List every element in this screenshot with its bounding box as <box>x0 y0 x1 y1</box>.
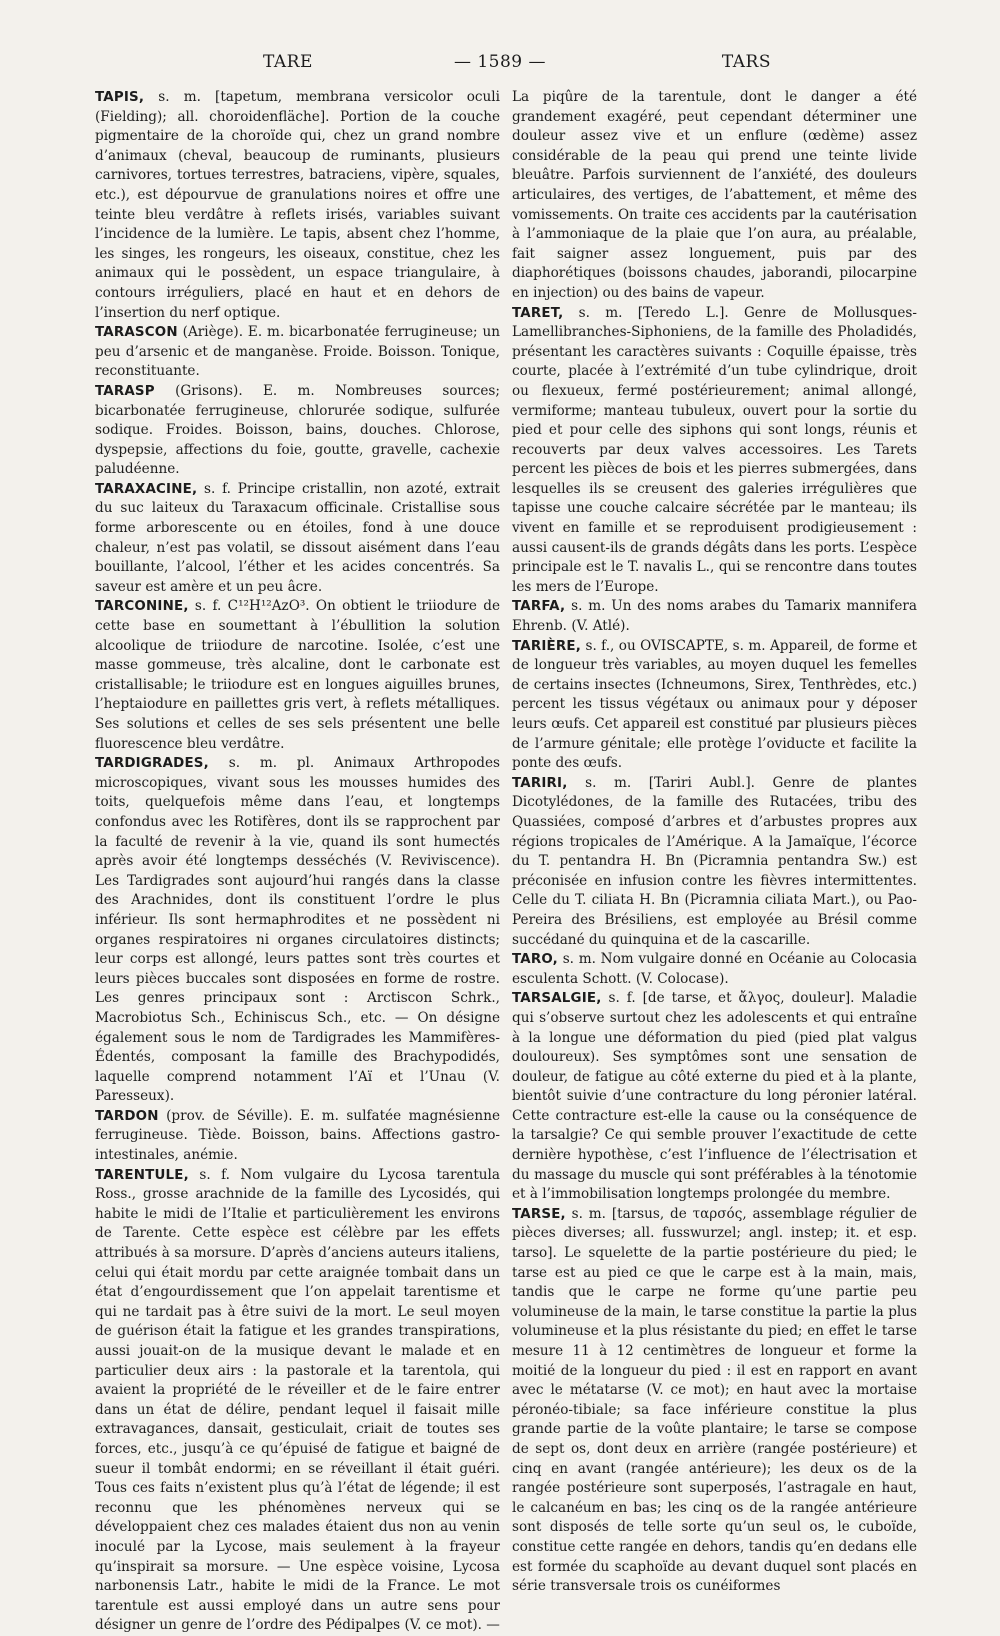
entry-headword: TARENTULE, <box>95 1167 189 1183</box>
entry-text: s. m. [Tariri Aubl.]. Genre de plantes Dicotylédones, de la famille des Rutacées, tribu des Quassiées, composé d’arbres et d’arbustes propres aux régions tropicales de l’Amérique. A la Jamaïque, l’écorce du T. pentandra H. Bn (Picramnia pentandra Sw.) est préconisée en infusion contre les fièvres intermittentes. Celle du T. ciliata H. Bn (Picramnia ciliata Mart.), ou Pao-Pereira des Brésiliens, est employée au Brésil comme succédané du quinquina et de la cascarille. <box>512 774 917 948</box>
entry-headword: TARDIGRADES, <box>95 756 209 772</box>
entry-headword: TARASP <box>95 383 155 399</box>
dictionary-entry <box>512 88 917 304</box>
header-right-word: TARS <box>721 52 771 72</box>
entry-text: s. m. pl. Animaux Arthropodes microscopiques, vivant sous les mousses humides des toits, quelquefois même dans l’eau, et longtemps confondus avec les Rotifères, dont ils se rapprochent par la faculté de revenir à la vie, quand ils sont humectés après avoir été longtemps desséchés (V. Reviviscence). Les Tardigrades sont aujourd’hui rangés dans la classe des Arachnides, dont ils constituent l’ordre le plus inférieur. Ils sont hermaphrodites et ne possèdent ni organes respiratoires ni organes circulatoires distincts; leur corps est allongé, leurs pattes sont très courtes et leurs pièces buccales sont disposées en forme de rostre. Les genres principaux sont : Arctiscon Schrk., Macrobiotus Sch., Echiniscus Sch., etc. — On désigne également sous le nom de Tardigrades les Mammifères-Édentés, composant la famille des Brachypodidés, laquelle comprend notamment l’Aï et l’Unau (V. Paresseux). <box>95 755 500 1105</box>
entry-text: s. m. [tarsus, de ταρσός, assemblage régulier de pièces diverses; all. fusswurzel; angl. instep; it. et esp. tarso]. Le squelette de la partie postérieure du pied; le tarse est au pied ce que le carpe est à la main, mais, tandis que le carpe ne forme qu’une partie peu volumineuse de la main, le tarse constitue la partie la plus volumineuse et la plus résistante du pied; en effet le tarse mesure 11 à 12 centimètres de longueur et forme la moitié de la longueur du pied : il est en rapport en avant avec le métatarse (V. ce mot); en haut avec la mortaise péronéo-tibiale; sa face inférieure constitue la plus grande partie de la voûte plantaire; le tarse se compose de sept os, dont deux en arrière (rangée postérieure) et cinq en avant (rangée antérieure); les deux os de la rangée postérieure sont superposés, l’astragale en haut, le calcanéum en bas; les cinq os de la rangée antérieure sont disposés de telle sorte qu’un seul os, le cuboïde, constitue cette rangée en dehors, tandis qu’en dedans elle est formée du scaphoïde au devant duquel sont placés en série transversale trois os cunéiformes <box>512 1205 917 1595</box>
entry-headword: TARFA, <box>512 599 566 615</box>
dictionary-entry <box>512 304 917 598</box>
entry-headword: TARSALGIE, <box>512 991 602 1007</box>
entry-headword: TARAXACINE, <box>95 481 198 497</box>
left-column <box>95 88 500 1636</box>
dictionary-entry <box>512 1205 917 1597</box>
entry-headword: TARET, <box>512 305 564 321</box>
entry-text: s. m. Un des noms arabes du Tamarix mannifera Ehrenb. (V. Atlé). <box>512 598 917 635</box>
dictionary-entry <box>95 88 500 323</box>
dictionary-entry <box>95 1166 500 1636</box>
dictionary-entry <box>95 323 500 382</box>
entry-text: (Ariège). E. m. bicarbonatée ferrugineuse; un peu d’arsenic et de manganèse. Froide. Boisson. Tonique, reconstituante. <box>95 324 500 380</box>
entry-headword: TARCONINE, <box>95 599 189 615</box>
entry-headword: TARO, <box>512 952 558 968</box>
entry-headword: TARSE, <box>512 1206 566 1222</box>
dictionary-entry <box>512 774 917 950</box>
entry-text: s. f. C¹²H¹²AzO³. On obtient le triiodure de cette base en soumettant à l’ébullition la solution alcoolique de triiodure de narcotine. Isolée, c’est une masse gommeuse, très alcaline, dont le carbonate est cristallisable; le triiodure est en longues aiguilles brunes, l’heptaiodure en paillettes gris vert, à reflets métalliques. Ses solutions et celles de ses sels présentent une belle fluorescence bleu verdâtre. <box>95 598 500 752</box>
entry-headword: TARDON <box>95 1108 159 1124</box>
dictionary-entry <box>95 1107 500 1166</box>
header-left-word: TARE <box>263 52 313 72</box>
dictionary-entry <box>512 597 917 636</box>
dictionary-entry <box>512 637 917 774</box>
entry-headword: TAPIS, <box>95 90 145 105</box>
dictionary-entry <box>95 754 500 1107</box>
entry-headword: TARIRI, <box>512 775 568 791</box>
entry-text: s. m. [Teredo L.]. Genre de Mollusques-Lamellibranches-Siphoniens, de la famille des Pholadidés, présentant les caractères suivants : Coquille épaisse, très courte, placée à l’extrémité d’un tube cylindrique, droit ou flexueux, fermé postérieurement; animal allongé, vermiforme; manteau tubuleux, ouvert pour la sortie du pied et pour celle des siphons qui sont longs, réunis et recouverts par deux valves accessoires. Les Tarets percent les pièces de bois et les pierres submergées, dans lesquelles ils se creusent des galeries irrégulières que tapisse une couche calcaire sécrétée par le manteau; ils vivent en famille et se reproduisent prodigieusement : aussi causent-ils de grands dégâts dans les ports. L’espèce principale est le T. navalis L., qui se rencontre dans toutes les mers de l’Europe. <box>512 304 917 595</box>
dictionary-entry <box>95 597 500 754</box>
entry-text: (prov. de Séville). E. m. sulfatée magnésienne ferrugineuse. Tiède. Boisson, bains. Affections gastro-intestinales, anémie. <box>95 1107 500 1164</box>
entry-text: La piqûre de la tarentule, dont le danger a été grandement exagéré, peut cependant déterminer une douleur assez vive et un enflure (œdème) assez considérable de la peau qui prend une teinte livide bleuâtre. Parfois surviennent de l’anxiété, des douleurs articulaires, des vertiges, de l’abattement, et même des vomissements. On traite ces accidents par la cautérisation à l’ammoniaque de la plaie que l’on aura, au préalable, fait saigner assez longuement, puis par des diaphorétiques (boissons chaudes, jaborandi, pilocarpine en injection) ou des bains de vapeur. <box>512 89 917 301</box>
right-column <box>512 88 917 1597</box>
dictionary-entry <box>512 989 917 1205</box>
entry-headword: TARIÈRE, <box>512 638 582 654</box>
page-number: — 1589 — <box>453 52 547 72</box>
entry-text: (Grisons). E. m. Nombreuses sources; bicarbonatée ferrugineuse, chlorurée sodique, sulfurée sodique. Froides. Boisson, bains, douches. Chlorose, dyspepsie, affections du foie, goutte, gravelle, cachexie paludéenne. <box>95 382 500 478</box>
dictionary-entry <box>512 950 917 989</box>
entry-text: s. f. [de tarse, et ἄλγος, douleur]. Maladie qui s’observe surtout chez les adolescents et qui entraîne à la longue une déformation du pied (pied plat valgus douloureux). Ses symptômes sont une sensation de douleur, de fatigue au côté externe du pied et à la plante, bientôt suivie d’une contracture du long péronier latéral. Cette contracture est-elle la cause ou la conséquence de la tarsalgie? Ce qui semble prouver l’exactitude de cette dernière hypothèse, c’est l’influence de l’électrisation et du massage du muscle qui sont préférables à la ténotomie et à l’immobilisation longtemps prolongée du membre. <box>512 990 917 1203</box>
entry-text: s. f. Principe cristallin, non azoté, extrait du suc laiteux du Taraxacum officinale. Cristallise sous forme arborescente ou en étoiles, fond à une douce chaleur, n’est pas volatil, se dissout aisément dans l’eau bouillante, l’alcool, l’éther et les acides concentrés. Sa saveur est amère et un peu âcre. <box>95 480 500 595</box>
entry-text: s. f., ou OVISCAPTE, s. m. Appareil, de forme et de longueur très variables, au moyen duquel les femelles de certains insectes (Ichneumons, Sirex, Tenthrèdes, etc.) percent les tissus végétaux ou animaux pour y déposer leurs œufs. Cet appareil est constitué par plusieurs pièces de l’armure génitale; elle protège l’oviducte et facilite la ponte des œufs. <box>512 637 917 772</box>
entry-text: s. m. Nom vulgaire donné en Océanie au Colocasia esculenta Schott. (V. Colocase). <box>512 951 917 987</box>
dictionary-entry <box>95 382 500 480</box>
entry-headword: TARASCON <box>95 325 178 341</box>
entry-text: s. m. [tapetum, membrana versicolor oculi (Fielding); all. choroidenfläche]. Portion de la couche pigmentaire de la choroïde qui, chez un grand nombre d’animaux (cheval, beaucoup de ruminants, plusieurs carnivores, tortues terrestres, batraciens, vipère, squales, etc.), est dépourvue de granulations noires et offre une teinte bleu verdâtre à reflets irisés, variables suivant l’incidence de la lumière. Le tapis, absent chez l’homme, les singes, les rongeurs, les oiseaux, constitue, chez les animaux qui le possèdent, un espace triangulaire, à contours irréguliers, placé en haut et en dehors de l’insertion du nerf optique. <box>95 89 500 321</box>
running-header <box>95 52 905 78</box>
entry-text: s. f. Nom vulgaire du Lycosa tarentula Ross., grosse arachnide de la famille des Lycosidés, qui habite le midi de l’Italie et particulièrement les environs de Tarente. Cette espèce est célèbre par les effets attribués à sa morsure. D’après d’anciens auteurs italiens, celui qui était mordu par cette araignée tombait dans un état d’engourdissement que l’on appelait tarentisme et qui ne tardait pas à être suivi de la mort. Le seul moyen de guérison était la fatigue et les grandes transpirations, aussi jouait-on de la musique devant le malade et en particulier deux airs : la pastorale et la tarentola, qui avaient la propriété de le réveiller et de le faire entrer dans un état de délire, pendant lequel il faisait mille extravagances, dansait, gesticulait, criait de toutes ses forces, etc., jusqu’à ce qu’épuisé de fatigue et baigné de sueur il tombât endormi; en se réveillant il était guéri. Tous ces faits n’existent plus qu’à l’état de légende; il est reconnu que les phénomènes nerveux qui se développaient chez ces malades étaient dus non au venin inoculé par la Lycose, mais seulement à la frayeur qu’inspirait sa morsure. — Une espèce voisine, Lycosa narbonensis Latr., habite le midi de la France. Le mot tarentule est aussi employé dans un autre sens pour désigner un genre de l’ordre des Pédipalpes (V. ce mot). — <box>95 1166 500 1634</box>
dictionary-entry <box>95 480 500 598</box>
